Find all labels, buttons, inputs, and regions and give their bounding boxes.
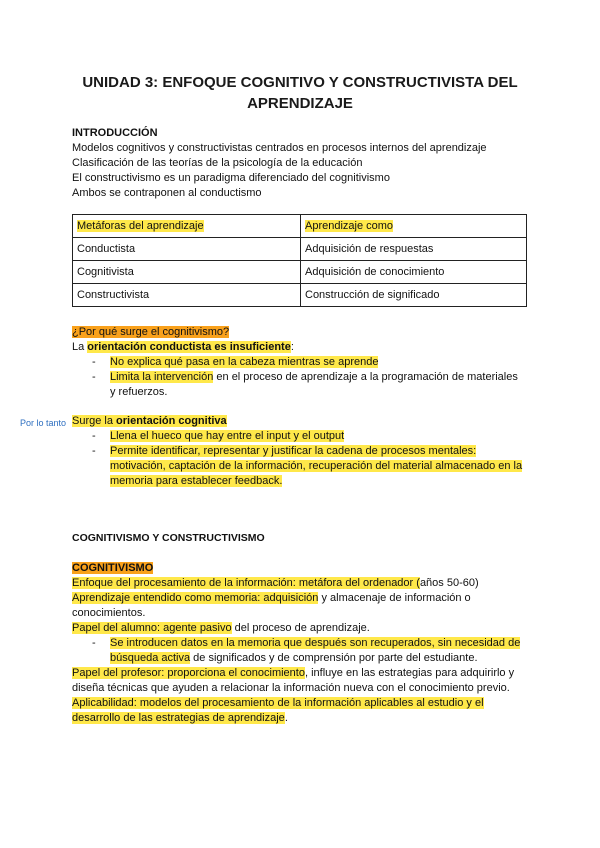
- intro-line: Modelos cognitivos y constructivistas centrados en procesos internos del aprendizaje: [72, 142, 487, 154]
- cognitivismo-line-2: [72, 591, 471, 606]
- cognitivismo-line-1: [72, 576, 479, 591]
- margin-note: Por lo tanto: [20, 418, 67, 428]
- cognitivismo-line-4: [72, 621, 370, 636]
- cognitivismo-heading: [72, 561, 153, 576]
- cog-l1-hl: Enfoque del procesamiento de la información: metáfora del ordenador (: [72, 577, 420, 589]
- intro-line: Clasificación de las teorías de la psicología de la educación: [72, 157, 363, 169]
- why-lead-bold: orientación conductista es insuficiente: [87, 341, 291, 353]
- why-bullet-1: No explica qué pasa en la cabeza mientras se aprende: [110, 356, 379, 368]
- title-line-2: APRENDIZAJE: [247, 95, 353, 112]
- why-lead: [72, 340, 294, 355]
- table-header-cell: [73, 215, 301, 238]
- therefore-bullets: [72, 429, 532, 489]
- table-row: [73, 261, 527, 284]
- why-bullets: [72, 355, 532, 400]
- therefore-bullet-2-line-1: Permite identificar, representar y justificar la cadena de procesos mentales:: [110, 445, 477, 457]
- cog-l6: diseña técnicas que ayuden a relacionar la información nueva con el conocimiento previo.: [72, 682, 510, 694]
- cognitivismo-line-3: [72, 606, 145, 621]
- header-text: Metáforas del aprendizaje: [77, 220, 204, 232]
- therefore-bullet-2-line-3: memoria para establecer feedback.: [110, 475, 283, 487]
- therefore-bullet-1: Llena el hueco que hay entre el input y el output: [110, 430, 345, 442]
- cog-l2-hl: Aprendizaje entendido como memoria: adquisición: [72, 592, 319, 604]
- cog-l1-rest: años 50-60): [419, 577, 479, 589]
- why-question-text: ¿Por qué surge el cognitivismo?: [72, 326, 230, 338]
- header-text: Aprendizaje como: [305, 220, 394, 232]
- therefore-bullet-2-line-2: motivación, captación de la información, recuperación del material almacenado en la: [110, 460, 523, 472]
- why-lead-suffix: :: [290, 341, 294, 353]
- cog-bullet-line-2-hl: búsqueda activa: [110, 652, 191, 664]
- table-row: [73, 284, 527, 307]
- intro-line: Ambos se contraponen al conductismo: [72, 187, 262, 199]
- list-item: - No explica qué pasa en la cabeza mientras se aprende: [92, 356, 379, 368]
- list-item: - Limita la intervención en el proceso de aprendizaje a la programación de materiales y refuerzos.: [92, 371, 518, 398]
- table-cell: Adquisición de respuestas: [301, 238, 527, 261]
- table-cell: Conductista: [73, 238, 301, 261]
- metaphors-table: [72, 214, 527, 307]
- why-bullet-2-rest: en el proceso de aprendizaje a la programación de materiales: [213, 371, 518, 383]
- intro-heading: INTRODUCCIÓN: [72, 127, 158, 139]
- table-cell: Cognitivista: [73, 261, 301, 284]
- section-heading: COGNITIVISMO Y CONSTRUCTIVISMO: [72, 532, 265, 544]
- cog-l8-hl: desarrollo de las estrategias de aprendizaje: [72, 712, 285, 724]
- why-question: [72, 325, 229, 340]
- therefore-prefix: Surge la: [72, 415, 117, 427]
- cog-bullet-line-2-rest: de significados y de comprensión por parte del estudiante.: [190, 652, 478, 664]
- list-item: - Se introducen datos en la memoria que después son recuperados, sin necesidad de búsqueda activa de significados y de comprensión por parte del estudiante.: [92, 637, 521, 664]
- table-cell: Construcción de significado: [301, 284, 527, 307]
- therefore-lead: [72, 414, 227, 429]
- cog-l8-rest: .: [284, 712, 288, 724]
- cognitivismo-heading-text: COGNITIVISMO: [72, 562, 154, 574]
- cognitivismo-bullets: [72, 636, 542, 666]
- why-lead-prefix: La: [72, 341, 88, 353]
- cognitivismo-line-5: [72, 666, 514, 681]
- cog-l3: conocimientos.: [72, 607, 146, 619]
- table-header-cell: [301, 215, 527, 238]
- cog-l5-hl: Papel del profesor: proporciona el conocimiento: [72, 667, 305, 679]
- cog-bullet-line-1: Se introducen datos en la memoria que después son recuperados, sin necesidad de: [110, 637, 521, 649]
- title-line-1: UNIDAD 3: ENFOQUE COGNITIVO Y CONSTRUCTIVISTA DEL: [82, 74, 518, 91]
- cog-l4-hl: Papel del alumno: agente pasivo: [72, 622, 232, 634]
- why-bullet-2-cont: y refuerzos.: [110, 386, 168, 398]
- cognitivismo-line-6: [72, 681, 510, 696]
- table-cell: Adquisición de conocimiento: [301, 261, 527, 284]
- cog-l7: Aplicabilidad: modelos del procesamiento de la información aplicables al estudio y el: [72, 697, 484, 709]
- table-row: [73, 238, 527, 261]
- list-item: - Permite identificar, representar y justificar la cadena de procesos mentales: motivación, captación de la información, recuperación del material almacenado en la memoria para establecer feedback.: [92, 445, 523, 487]
- cog-l2-rest: y almacenaje de información o: [318, 592, 471, 604]
- intro-line: El constructivismo es un paradigma diferenciado del cognitivismo: [72, 172, 390, 184]
- page-title: [0, 72, 600, 114]
- cognitivismo-line-7: [72, 696, 484, 711]
- why-bullet-2-hl: Limita la intervención: [110, 371, 214, 383]
- table-cell: Constructivista: [73, 284, 301, 307]
- cog-l5-rest: , influye en las estrategias para adquirirlo y: [304, 667, 515, 679]
- cog-l4-rest: del proceso de aprendizaje.: [231, 622, 370, 634]
- therefore-bold: orientación cognitiva: [116, 415, 227, 427]
- list-item: - Llena el hueco que hay entre el input y el output: [92, 430, 345, 442]
- cognitivismo-line-8: [72, 711, 288, 726]
- table-header-row: [73, 215, 527, 238]
